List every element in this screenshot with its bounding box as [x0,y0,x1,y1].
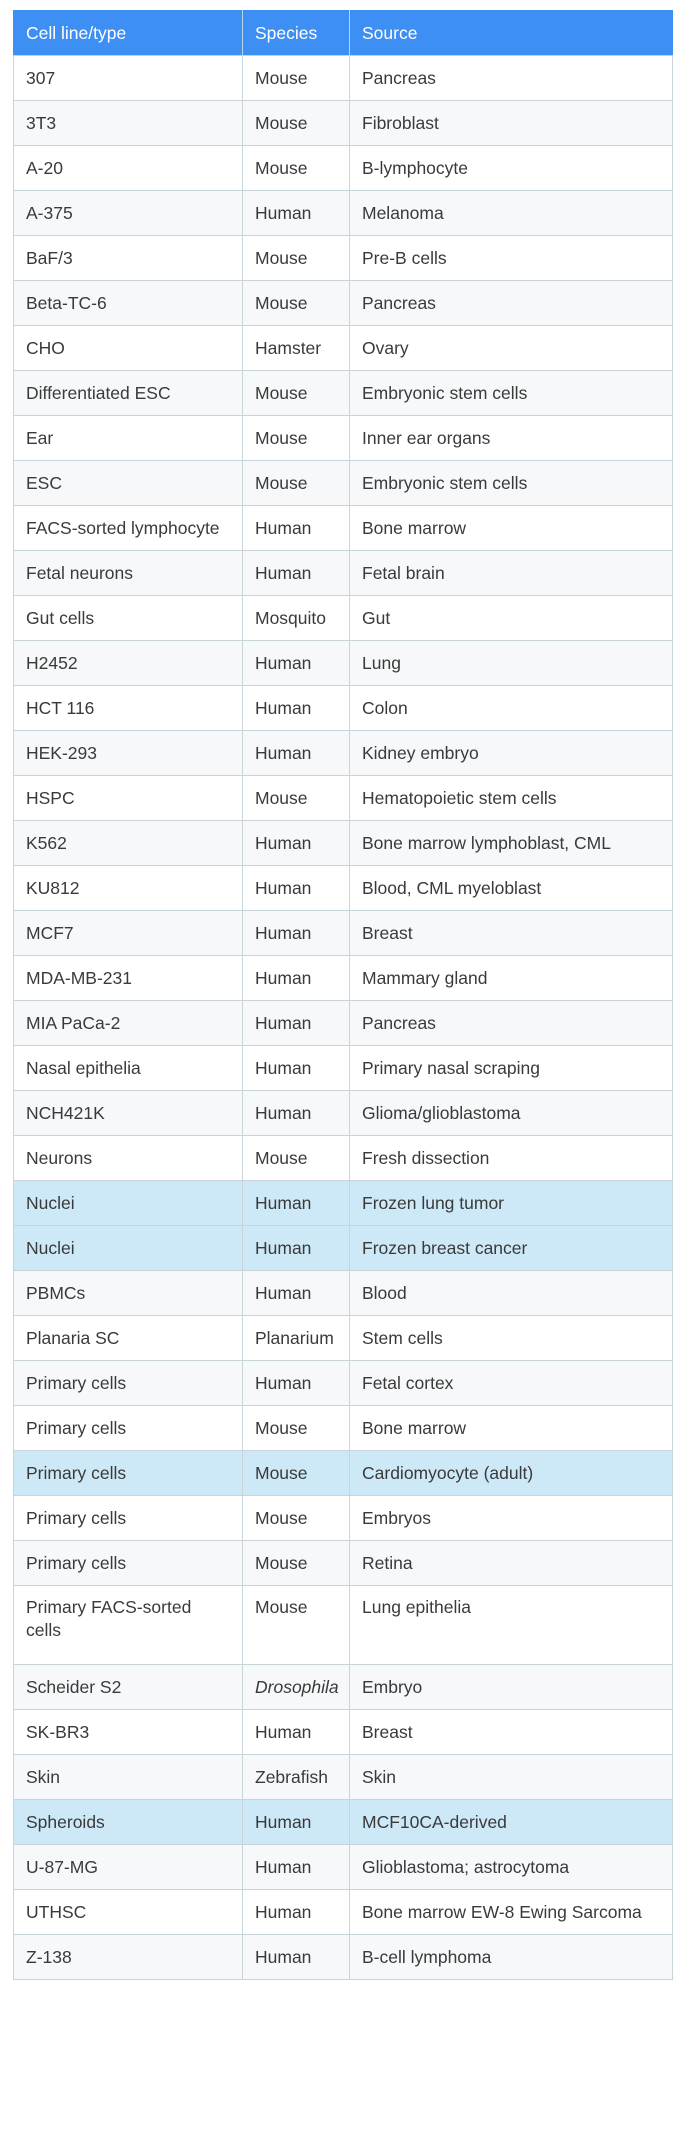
cell-line-cell: H2452 [14,641,243,686]
table-row [14,1091,673,1136]
table-row [14,1001,673,1046]
table-row [14,1271,673,1316]
cell-line-cell: CHO [14,326,243,371]
species-cell: Human [243,686,350,731]
table-row [14,821,673,866]
table-row [14,641,673,686]
species-cell: Hamster [243,326,350,371]
cell-line-cell: Nuclei [14,1226,243,1271]
table-row [14,1541,673,1586]
species-cell: Mouse [243,1406,350,1451]
source-cell: Mammary gland [350,956,673,1001]
cell-line-cell: Scheider S2 [14,1665,243,1710]
cell-line-cell: HCT 116 [14,686,243,731]
source-cell: Embryos [350,1496,673,1541]
cell-line-cell: A-20 [14,146,243,191]
source-cell: Embryonic stem cells [350,461,673,506]
species-cell: Mouse [243,1586,350,1665]
table-row [14,911,673,956]
cell-line-cell: A-375 [14,191,243,236]
table-row [14,461,673,506]
cell-line-cell: Differentiated ESC [14,371,243,416]
table-row [14,1361,673,1406]
cell-line-cell: Nasal epithelia [14,1046,243,1091]
cell-line-cell: Gut cells [14,596,243,641]
table-row [14,596,673,641]
table-row [14,506,673,551]
cell-line-cell: UTHSC [14,1890,243,1935]
table-row [14,1136,673,1181]
species-cell: Human [243,1710,350,1755]
species-cell: Human [243,866,350,911]
species-cell: Human [243,1271,350,1316]
species-cell: Planarium [243,1316,350,1361]
source-cell: B-cell lymphoma [350,1935,673,1980]
source-cell: Bone marrow [350,506,673,551]
species-cell: Human [243,1935,350,1980]
source-cell: MCF10CA-derived [350,1800,673,1845]
cell-line-cell: Primary FACS-sorted cells [14,1586,243,1665]
source-cell: Fibroblast [350,101,673,146]
species-cell: Human [243,1361,350,1406]
source-cell: Fetal brain [350,551,673,596]
header-row [14,11,673,56]
species-cell: Human [243,1845,350,1890]
source-cell: Colon [350,686,673,731]
table-row [14,1586,673,1665]
table-row [14,1181,673,1226]
species-cell: Mouse [243,1136,350,1181]
cell-line-table [13,10,673,1980]
table-row [14,776,673,821]
cell-line-cell: PBMCs [14,1271,243,1316]
table-row [14,1710,673,1755]
table-row [14,731,673,776]
table-row [14,1316,673,1361]
table-row [14,1496,673,1541]
source-cell: Pancreas [350,56,673,101]
species-cell: Human [243,1890,350,1935]
table-row [14,416,673,461]
species-cell: Human [243,731,350,776]
table-row [14,1845,673,1890]
source-cell: Lung [350,641,673,686]
table-body [14,56,673,1980]
cell-line-cell: KU812 [14,866,243,911]
species-cell: Mouse [243,1451,350,1496]
table-row [14,1226,673,1271]
cell-line-cell: NCH421K [14,1091,243,1136]
cell-line-cell: K562 [14,821,243,866]
table-row [14,1451,673,1496]
source-cell: Cardiomyocyte (adult) [350,1451,673,1496]
source-cell: Bone marrow lymphoblast, CML [350,821,673,866]
table-row [14,326,673,371]
source-cell: Embryonic stem cells [350,371,673,416]
source-cell: Pancreas [350,1001,673,1046]
table-row [14,236,673,281]
cell-line-cell: MDA-MB-231 [14,956,243,1001]
species-cell: Mosquito [243,596,350,641]
source-cell: Blood, CML myeloblast [350,866,673,911]
table-row [14,686,673,731]
cell-line-cell: HEK-293 [14,731,243,776]
source-cell: Embryo [350,1665,673,1710]
table-row [14,1665,673,1710]
cell-line-cell: Z-138 [14,1935,243,1980]
species-cell: Mouse [243,281,350,326]
source-cell: Lung epithelia [350,1586,673,1665]
source-cell: Inner ear organs [350,416,673,461]
species-cell: Human [243,1181,350,1226]
table-row [14,1800,673,1845]
cell-line-cell: Primary cells [14,1541,243,1586]
species-cell: Mouse [243,776,350,821]
table-row [14,1935,673,1980]
cell-line-table-container [13,10,672,1980]
cell-line-cell: MCF7 [14,911,243,956]
source-cell: Pre-B cells [350,236,673,281]
cell-line-cell: FACS-sorted lymphocyte [14,506,243,551]
cell-line-cell: Primary cells [14,1451,243,1496]
column-header-source[interactable]: Source [350,11,673,56]
source-cell: Melanoma [350,191,673,236]
source-cell: Hematopoietic stem cells [350,776,673,821]
species-cell: Human [243,506,350,551]
table-row [14,866,673,911]
species-cell: Human [243,191,350,236]
column-header-cell-line[interactable]: Cell line/type [14,11,243,56]
table-row [14,1406,673,1451]
cell-line-cell: Nuclei [14,1181,243,1226]
species-cell: Human [243,1091,350,1136]
source-cell: Bone marrow EW-8 Ewing Sarcoma [350,1890,673,1935]
cell-line-cell: SK-BR3 [14,1710,243,1755]
table-row [14,146,673,191]
source-cell: Retina [350,1541,673,1586]
cell-line-cell: Primary cells [14,1496,243,1541]
source-cell: Fresh dissection [350,1136,673,1181]
species-cell: Human [243,821,350,866]
cell-line-cell: 3T3 [14,101,243,146]
species-cell: Human [243,956,350,1001]
species-cell: Drosophila [243,1665,350,1710]
column-header-species[interactable]: Species [243,11,350,56]
source-cell: Gut [350,596,673,641]
cell-line-cell: U-87-MG [14,1845,243,1890]
table-row [14,56,673,101]
table-row [14,956,673,1001]
source-cell: Breast [350,1710,673,1755]
table-row [14,551,673,596]
source-cell: Ovary [350,326,673,371]
table-row [14,101,673,146]
source-cell: Frozen breast cancer [350,1226,673,1271]
species-cell: Human [243,551,350,596]
source-cell: Skin [350,1755,673,1800]
cell-line-cell: BaF/3 [14,236,243,281]
source-cell: Kidney embryo [350,731,673,776]
species-cell: Human [243,1226,350,1271]
table-row [14,191,673,236]
cell-line-cell: Primary cells [14,1361,243,1406]
source-cell: Breast [350,911,673,956]
table-row [14,281,673,326]
source-cell: Glioma/glioblastoma [350,1091,673,1136]
species-cell: Human [243,1046,350,1091]
table-row [14,1046,673,1091]
species-cell: Mouse [243,236,350,281]
cell-line-cell: HSPC [14,776,243,821]
species-cell: Mouse [243,101,350,146]
species-cell: Mouse [243,1496,350,1541]
cell-line-cell: Planaria SC [14,1316,243,1361]
table-header [14,11,673,56]
cell-line-cell: Skin [14,1755,243,1800]
species-cell: Human [243,1800,350,1845]
source-cell: Bone marrow [350,1406,673,1451]
source-cell: Primary nasal scraping [350,1046,673,1091]
species-cell: Human [243,641,350,686]
species-cell: Mouse [243,461,350,506]
species-cell: Mouse [243,371,350,416]
table-row [14,371,673,416]
cell-line-cell: Spheroids [14,1800,243,1845]
species-cell: Human [243,911,350,956]
cell-line-cell: Primary cells [14,1406,243,1451]
source-cell: Blood [350,1271,673,1316]
species-cell: Mouse [243,146,350,191]
cell-line-cell: ESC [14,461,243,506]
source-cell: Frozen lung tumor [350,1181,673,1226]
table-row [14,1755,673,1800]
table-row [14,1890,673,1935]
species-cell: Mouse [243,416,350,461]
cell-line-cell: Neurons [14,1136,243,1181]
cell-line-cell: Beta-TC-6 [14,281,243,326]
source-cell: Pancreas [350,281,673,326]
cell-line-cell: Fetal neurons [14,551,243,596]
cell-line-cell: Ear [14,416,243,461]
species-cell: Mouse [243,1541,350,1586]
source-cell: Fetal cortex [350,1361,673,1406]
species-cell: Human [243,1001,350,1046]
cell-line-cell: MIA PaCa-2 [14,1001,243,1046]
source-cell: Glioblastoma; astrocytoma [350,1845,673,1890]
source-cell: B-lymphocyte [350,146,673,191]
cell-line-cell: 307 [14,56,243,101]
species-cell: Zebrafish [243,1755,350,1800]
species-cell: Mouse [243,56,350,101]
source-cell: Stem cells [350,1316,673,1361]
